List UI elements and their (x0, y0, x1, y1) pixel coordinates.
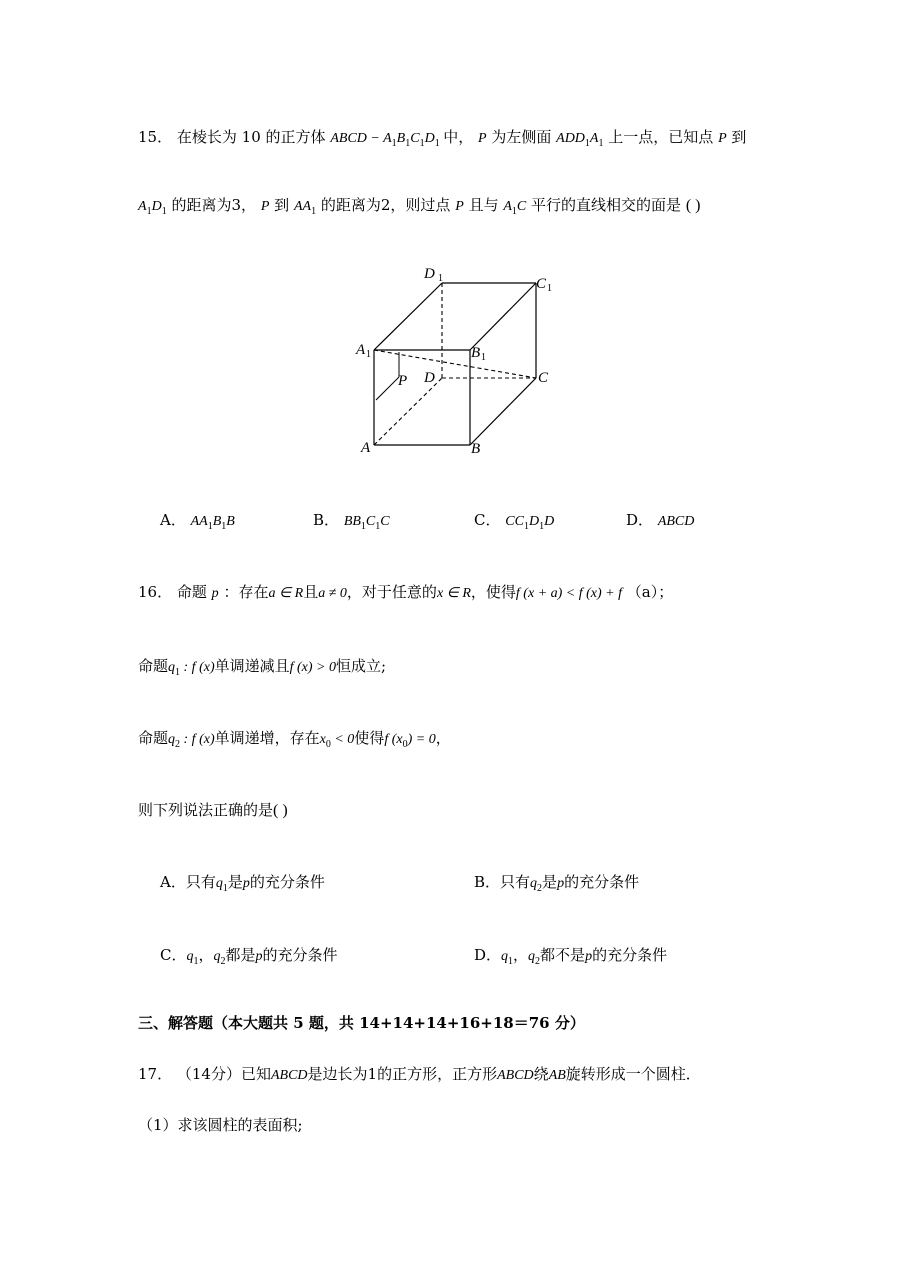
option-math (343, 514, 390, 532)
option-letter: D． (474, 946, 502, 964)
math-p: p (255, 949, 263, 964)
cube-name (330, 131, 443, 149)
q15-option-b (313, 509, 390, 538)
math-text: < 0 (330, 732, 355, 747)
edge-b1c1 (470, 283, 536, 350)
math-text: D (544, 514, 555, 529)
text: 在棱长为 (176, 128, 237, 146)
text: 绕 (533, 1065, 549, 1083)
text: ：存在 (223, 583, 269, 601)
math-p: p (242, 876, 250, 891)
text: 单调递增，存在 (214, 729, 320, 747)
subscript: 1 (584, 137, 590, 149)
math-text: CC (505, 514, 524, 529)
math-p: P (718, 131, 727, 146)
edge-a1d1 (374, 283, 442, 350)
subscript: 1 (481, 352, 486, 363)
cube-figure (350, 262, 570, 462)
text: 的充分条件 (592, 946, 668, 964)
math-text: ABCD (330, 131, 367, 146)
option-letter: A． (160, 873, 186, 891)
label-b: B (471, 441, 481, 457)
subscript: 1 (508, 955, 514, 967)
math-text: A (138, 199, 147, 214)
subscript: 2 (175, 738, 181, 750)
text: 为左侧面 (491, 128, 552, 146)
segment-a1d1 (138, 199, 167, 217)
math-text: B (212, 514, 222, 529)
math-p: p (585, 949, 593, 964)
subscript: 1 (405, 137, 411, 149)
text: 单调递减且 (214, 657, 290, 675)
math-q (186, 949, 199, 967)
option-math (505, 514, 555, 532)
subscript: 0 (402, 738, 408, 750)
option-math (190, 514, 235, 532)
math-expr: f (x + a) < f (x) + f (515, 586, 623, 601)
text: 到 (274, 196, 290, 214)
math-text: AA (190, 514, 208, 529)
text: 命题 (138, 729, 169, 747)
math-expr: f (x) > 0 (289, 660, 336, 675)
face-name (556, 131, 604, 149)
math-q (530, 876, 543, 894)
math-q (528, 949, 541, 967)
math-text: q (186, 949, 194, 964)
math-p: P (455, 199, 464, 214)
text: 旋转形成一个圆柱． (565, 1065, 701, 1083)
text: ，则过点 (390, 196, 451, 214)
math-q (215, 876, 228, 894)
option-letter: A． (160, 511, 186, 529)
text: ， (198, 946, 214, 964)
text: 的正方形，正方形 (377, 1065, 498, 1083)
math-text: : f (x) (180, 732, 215, 747)
text: 到 (731, 128, 747, 146)
section-heading (138, 1012, 585, 1034)
math-text: ADD (556, 131, 585, 146)
edge-bc (470, 378, 536, 445)
subscript: 1 (146, 205, 152, 217)
question-number: 15． (138, 128, 173, 146)
math-q2 (168, 732, 215, 750)
q17-line1 (138, 1063, 701, 1087)
subscript: 1 (222, 882, 228, 894)
label-c: C (538, 370, 549, 386)
math-p: P (478, 131, 487, 146)
text: 平行的直线相交的面是 (531, 196, 682, 214)
text: 上一点，已知点 (608, 128, 714, 146)
text: 使得 (354, 729, 385, 747)
q16-line1 (138, 581, 673, 605)
math-text: D (528, 514, 540, 529)
math-text: C (365, 514, 376, 529)
text: 的充分条件 (262, 946, 338, 964)
text: （a）； (626, 583, 674, 601)
subscript: 0 (325, 738, 331, 750)
option-letter: B． (474, 873, 501, 891)
text: 都不是 (540, 946, 586, 964)
text: （14分）已知 (176, 1065, 271, 1083)
text: 命题 (176, 583, 207, 601)
math-p: p (211, 586, 219, 601)
subscript: 1 (547, 283, 552, 294)
option-letter: C． (474, 511, 501, 529)
number: 10 (241, 128, 261, 146)
perp-line (376, 377, 399, 400)
text: 的充分条件 (249, 873, 325, 891)
text: ， (435, 729, 451, 747)
text: 且与 (468, 196, 499, 214)
number: 2 (380, 196, 391, 214)
math-expr: ABCD (270, 1068, 308, 1083)
math-text: B (396, 131, 406, 146)
math-q (501, 949, 514, 967)
text: 都是 (225, 946, 256, 964)
subscript: 1 (175, 666, 181, 678)
subscript: 1 (311, 205, 317, 217)
math-p: p (557, 876, 565, 891)
segment-a1c (503, 199, 527, 217)
question-number: 17． (138, 1065, 173, 1083)
math-text: q (530, 876, 538, 891)
subscript: 1 (434, 137, 440, 149)
text: ，使得 (470, 583, 516, 601)
q16-option-a (160, 871, 325, 900)
subscript: 1 (539, 520, 545, 532)
text: 的充分条件 (564, 873, 640, 891)
q16-ask (138, 799, 288, 822)
subscript: 1 (419, 137, 425, 149)
subscript: 1 (221, 520, 227, 532)
subscript: 1 (360, 520, 366, 532)
subscript: 2 (537, 882, 543, 894)
math-text: D (151, 199, 162, 214)
option-math: ABCD (657, 514, 695, 529)
label-c1: C (536, 276, 547, 292)
section-title: 三、解答题（本大题共 5 题，共 14+14+14+16+18＝76 分） (138, 1014, 585, 1032)
q16-option-c (160, 944, 338, 973)
math-text: C (410, 131, 420, 146)
subscript: 2 (535, 955, 541, 967)
q15-option-c (474, 509, 554, 538)
subscript: 1 (391, 137, 397, 149)
math-text: ) = 0 (407, 732, 436, 747)
math-fx0 (384, 732, 436, 750)
subscript: 1 (598, 137, 604, 149)
math-text: A (589, 131, 599, 146)
subscript: 2 (220, 955, 226, 967)
text: 是边长为 (307, 1065, 368, 1083)
question-number: 16． (138, 583, 173, 601)
math-text: x (319, 732, 326, 747)
q15-option-d (626, 509, 694, 533)
q16-option-d (474, 944, 667, 973)
text: 的距离为 (320, 196, 381, 214)
sub-question: （1）求该圆柱的表面积; (138, 1116, 303, 1134)
math-expr: AB (548, 1068, 566, 1083)
text: 命题 (138, 657, 169, 675)
subscript: 1 (375, 520, 381, 532)
option-letter: C． (160, 946, 187, 964)
math-q1 (168, 660, 215, 678)
text: 则下列说法正确的是 (138, 801, 274, 819)
math-text: q (215, 876, 223, 891)
math-text: B (226, 514, 235, 529)
label-p: P (398, 373, 408, 389)
subscript: 1 (161, 205, 167, 217)
math-text: q (168, 732, 176, 747)
math-text: : f (x) (180, 660, 215, 675)
text: 中， (443, 128, 474, 146)
q16-line3 (138, 727, 451, 756)
q16-line2 (138, 655, 386, 684)
option-letter: B． (313, 511, 340, 529)
text: 的正方体 (265, 128, 326, 146)
subscript: 1 (207, 520, 213, 532)
label-a1: A (356, 342, 366, 358)
number: 1 (367, 1065, 378, 1083)
text: 恒成立; (336, 657, 387, 675)
math-expr: a ∈ R (268, 586, 304, 601)
math-p: P (260, 199, 270, 214)
math-text: − (366, 131, 384, 146)
math-expr: x ∈ R (436, 586, 471, 601)
text: ， (241, 196, 257, 214)
math-expr: a ≠ 0 (318, 586, 347, 601)
answer-blank: ( ) (685, 197, 701, 214)
label-d: D (424, 370, 435, 386)
q16-option-b (474, 871, 639, 900)
math-text: C (516, 199, 527, 214)
math-text: C (380, 514, 390, 529)
math-x0 (319, 732, 355, 750)
math-text: q (213, 949, 221, 964)
math-text: q (168, 660, 176, 675)
answer-blank: ( ) (273, 802, 288, 819)
subscript: 1 (438, 273, 443, 284)
math-q (213, 949, 226, 967)
subscript: 1 (523, 520, 529, 532)
q15-line1 (138, 126, 746, 155)
subscript: 1 (193, 955, 199, 967)
q15-option-a (160, 509, 235, 538)
q15-line2 (138, 194, 701, 223)
edge-ad-hidden (374, 378, 442, 445)
subscript: 1 (366, 349, 371, 360)
math-text: q (528, 949, 536, 964)
text: ，对于任意的 (346, 583, 437, 601)
text: 的距离为 (171, 196, 232, 214)
text: 且 (303, 583, 319, 601)
math-text: A (503, 199, 512, 214)
segment-aa1 (293, 199, 317, 217)
math-text: f (x (384, 732, 403, 747)
number: 3 (231, 196, 242, 214)
math-expr: ABCD (497, 1068, 534, 1083)
text: ， (513, 946, 529, 964)
math-text: D (424, 131, 435, 146)
math-text: BB (343, 514, 361, 529)
math-text: AA (293, 199, 312, 214)
label-b1: B (471, 345, 481, 361)
label-d1: D (424, 266, 435, 282)
option-letter: D． (626, 511, 654, 529)
text: 只有 (185, 873, 216, 891)
math-text: q (501, 949, 509, 964)
text: 是 (542, 873, 558, 891)
math-text: A (383, 131, 392, 146)
q17-sub1 (138, 1114, 303, 1136)
text: 只有 (500, 873, 531, 891)
subscript: 1 (511, 205, 517, 217)
label-a: A (361, 440, 371, 456)
text: 是 (227, 873, 243, 891)
